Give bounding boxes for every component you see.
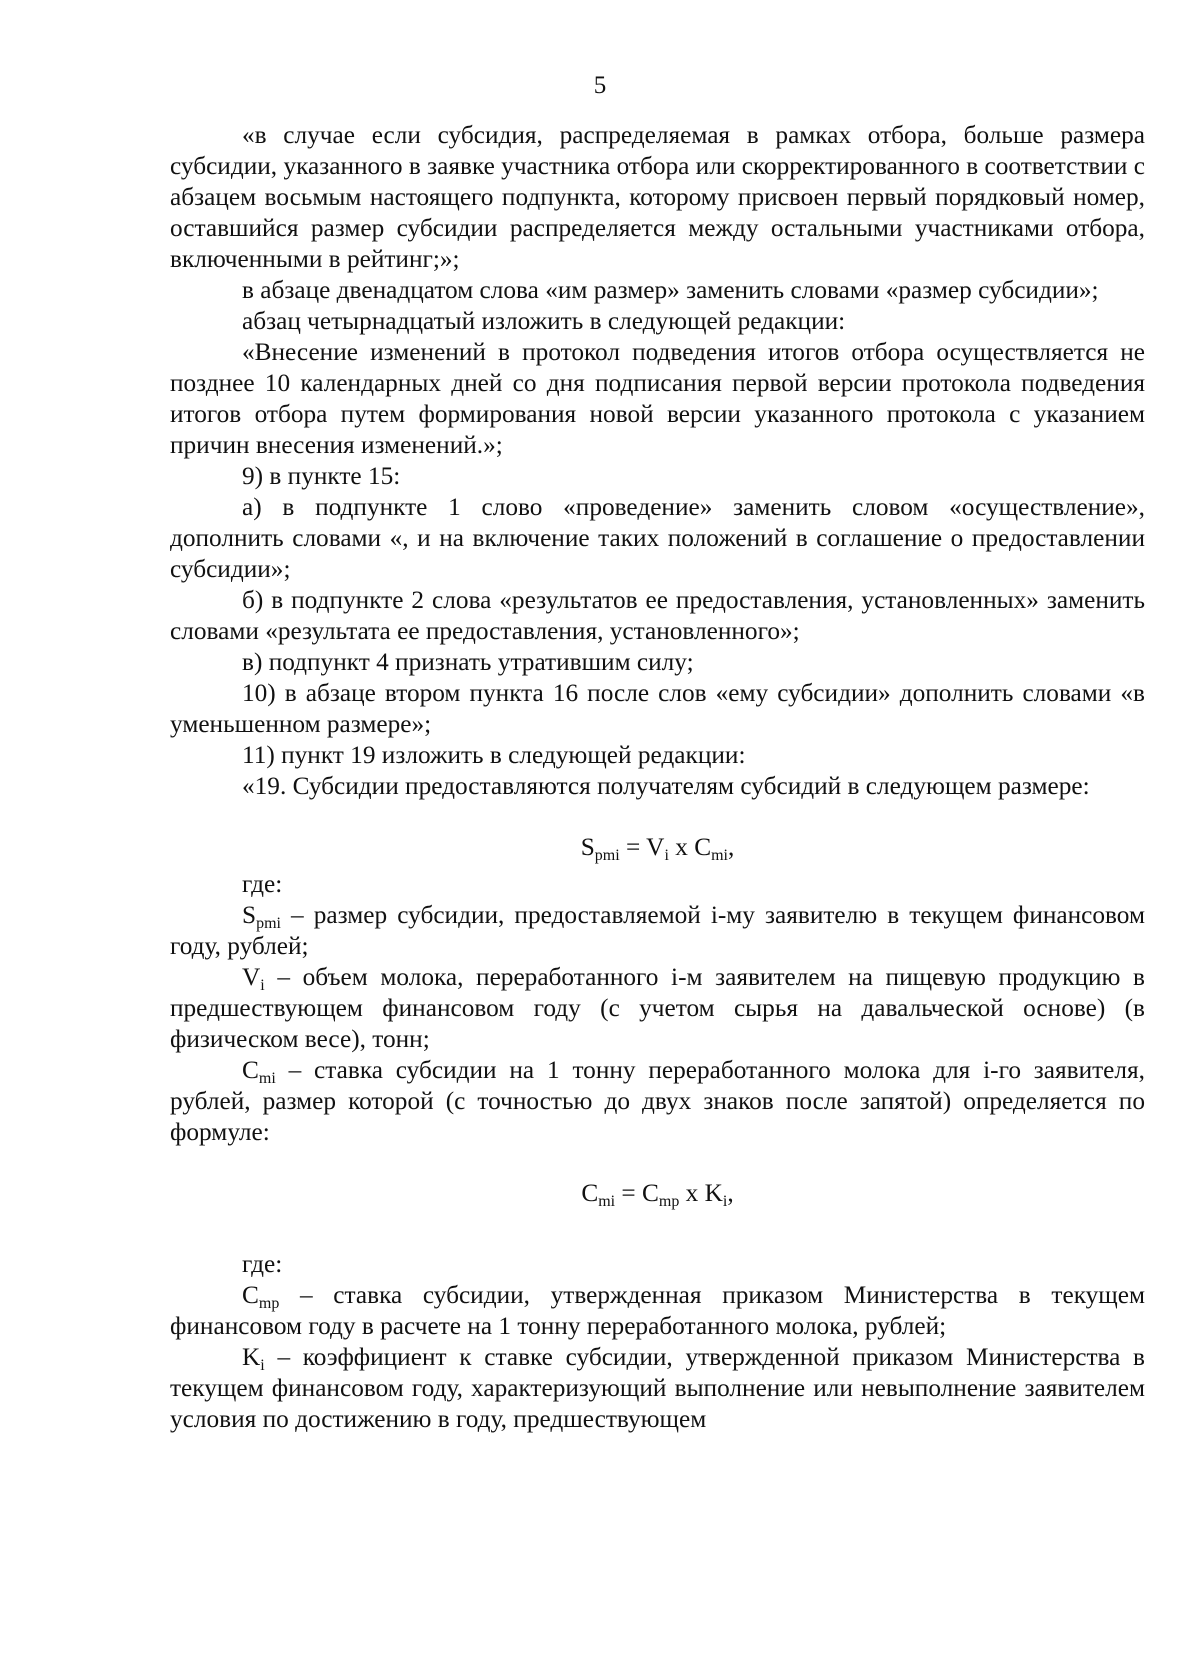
paragraph: «Внесение изменений в протокол подведения итогов отбора осуществляется не позднее 10 календарных дней со дня подписания первой версии протокола подведения итогов отбора путем формирования новой версии указанного протокола с указанием причин внесения изменений.»;	[170, 338, 1145, 459]
definition-item: $V_i$ – объем молока, переработанного i-м заявителем на пищевую продукцию в предшествующем финансовом году (с учетом сырья на давальческой основе) (в физическом весе), тонн;	[170, 963, 1145, 1053]
formula-subsidy-size: $S_{pmi} = V_i$ x $C_{mi}$,	[580, 833, 735, 864]
paragraph: «19. Субсидии предоставляются получателям субсидий в следующем размере:	[242, 772, 1090, 800]
paragraph: «в случае если субсидия, распределяемая в рамках отбора, больше размера субсидии, указанного в заявке участника отбора или скорректированного в соответствии с абзацем восьмым настоящего подпункта, которому присвоен первый порядковый номер, оставшийся размер субсидии распределяется между остальными участниками отбора, включенными в рейтинг;»;	[170, 121, 1145, 273]
paragraph: 9) в пункте 15:	[242, 462, 401, 490]
paragraph: а) в подпункте 1 слово «проведение» заменить словом «осуществление», дополнить словами «, и на включение таких положений в соглашение о предоставлении субсидии»;	[170, 493, 1145, 583]
where-label: где:	[242, 870, 283, 898]
definition-item: $C_{mp}$ – ставка субсидии, утвержденная приказом Министерства в текущем финансовом году в расчете на 1 тонну переработанного молока, рублей;	[170, 1281, 1145, 1340]
paragraph: 11) пункт 19 изложить в следующей редакции:	[242, 741, 746, 769]
paragraph: абзац четырнадцатый изложить в следующей редакции:	[242, 307, 846, 335]
paragraph: в абзаце двенадцатом слова «им размер» заменить словами «размер субсидии»;	[242, 276, 1099, 304]
formula-subsidy-rate: $C_{mi} = C_{mp}$ x $K_i$,	[581, 1179, 734, 1210]
document-body	[170, 120, 1145, 1435]
paragraph: 10) в абзаце втором пункта 16 после слов «ему субсидии» дополнить словами «в уменьшенном размере»;	[170, 679, 1145, 738]
definition-item: $S_{pmi}$ – размер субсидии, предоставляемой i-му заявителю в текущем финансовом году, рублей;	[170, 901, 1145, 960]
definition-item: $K_i$ – коэффициент к ставке субсидии, утвержденной приказом Министерства в текущем финансовом году, характеризующий выполнение или невыполнение заявителем условия по достижению в году, предшествующем	[170, 1343, 1145, 1433]
paragraph: б) в подпункте 2 слова «результатов ее предоставления, установленных» заменить словами «результата ее предоставления, установленного»;	[170, 586, 1145, 645]
page-number: 5	[593, 72, 607, 99]
definition-item: $C_{mi}$ – ставка субсидии на 1 тонну переработанного молока для i-го заявителя, рублей, размер которой (с точностью до двух знаков после запятой) определяется по формуле:	[170, 1056, 1145, 1146]
paragraph: в) подпункт 4 признать утратившим силу;	[242, 648, 694, 676]
where-label: где:	[242, 1250, 283, 1278]
